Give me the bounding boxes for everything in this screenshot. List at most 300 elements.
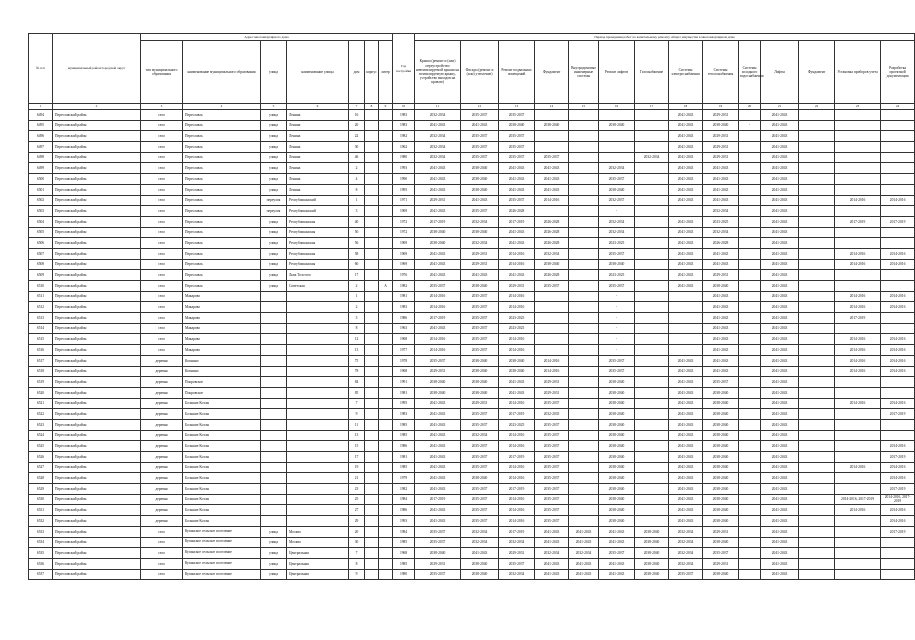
table-cell: 2014-2016 bbox=[881, 366, 915, 377]
table-cell bbox=[365, 366, 379, 377]
table-cell: 2014-2016 bbox=[835, 398, 881, 409]
table-cell: - bbox=[599, 345, 635, 356]
table-cell: село bbox=[141, 259, 183, 270]
table-cell bbox=[379, 548, 393, 559]
table-cell bbox=[365, 227, 379, 238]
table-cell: Переславский район bbox=[53, 227, 141, 238]
table-cell: 25 bbox=[349, 494, 365, 505]
table-cell: 2041-2043 bbox=[669, 174, 703, 185]
table-cell: 2038-2040 bbox=[635, 569, 669, 580]
table-cell: 2038-2040 bbox=[599, 441, 635, 452]
table-cell bbox=[635, 259, 669, 270]
table-cell: 13 bbox=[349, 345, 365, 356]
table-cell: 21 bbox=[349, 473, 365, 484]
table-cell: деревня bbox=[141, 366, 183, 377]
table-cell bbox=[635, 120, 669, 131]
table-cell: - bbox=[599, 313, 635, 324]
table-cell bbox=[379, 163, 393, 174]
table-cell: 1983 bbox=[393, 409, 415, 420]
table-cell bbox=[799, 452, 835, 463]
table-cell bbox=[635, 377, 669, 388]
table-cell bbox=[635, 441, 669, 452]
table-cell: 2041-2043 bbox=[669, 409, 703, 420]
table-cell: 2041-2043 bbox=[415, 259, 461, 270]
table-cell bbox=[379, 302, 393, 313]
table-cell: 2038-2040 bbox=[461, 377, 499, 388]
table-cell bbox=[799, 366, 835, 377]
table-cell: 2014-2016 bbox=[415, 291, 461, 302]
column-number: 18 bbox=[669, 104, 703, 110]
table-cell: 56 bbox=[349, 238, 365, 249]
table-cell: 2041-2043 bbox=[599, 537, 635, 548]
table-cell bbox=[365, 291, 379, 302]
table-cell bbox=[379, 131, 393, 142]
table-cell: 2041-2043 bbox=[535, 569, 569, 580]
table-cell: 6502 bbox=[29, 195, 53, 206]
table-cell bbox=[569, 291, 599, 302]
table-cell: 2035-2037 bbox=[461, 452, 499, 463]
col-basement-header: Ремонт подвальных помещений bbox=[499, 41, 535, 104]
table-cell bbox=[365, 195, 379, 206]
table-cell: 1980 bbox=[393, 569, 415, 580]
table-cell: 1985 bbox=[393, 430, 415, 441]
table-cell: Переславский район bbox=[53, 323, 141, 334]
table-cell bbox=[379, 516, 393, 527]
table-cell bbox=[569, 131, 599, 142]
table-cell: улица bbox=[261, 248, 287, 259]
table-row bbox=[29, 313, 915, 324]
table-cell: Купанское сельское поселение bbox=[183, 526, 261, 537]
table-cell: село bbox=[141, 270, 183, 281]
table-cell bbox=[569, 248, 599, 259]
table-row bbox=[29, 537, 915, 548]
table-cell bbox=[569, 142, 599, 153]
table-cell: улица bbox=[261, 227, 287, 238]
table-cell: Переславский район bbox=[53, 302, 141, 313]
table-cell bbox=[881, 238, 915, 249]
table-cell bbox=[835, 206, 881, 217]
table-cell: 46 bbox=[349, 152, 365, 163]
table-cell: 2014-2016 bbox=[835, 355, 881, 366]
table-cell: село bbox=[141, 195, 183, 206]
table-cell: Переславский район bbox=[53, 313, 141, 324]
table-cell bbox=[739, 494, 761, 505]
table-cell bbox=[835, 184, 881, 195]
table-cell: 1968 bbox=[393, 366, 415, 377]
table-cell bbox=[881, 548, 915, 559]
table-cell: 2041-2043 bbox=[703, 195, 739, 206]
table-cell bbox=[535, 110, 569, 121]
table-cell: 50 bbox=[349, 227, 365, 238]
table-cell bbox=[379, 569, 393, 580]
table-cell: село bbox=[141, 313, 183, 324]
table-cell bbox=[287, 409, 349, 420]
table-row bbox=[29, 441, 915, 452]
table-cell bbox=[799, 206, 835, 217]
table-cell: Переславский район bbox=[53, 281, 141, 292]
table-cell: 2038-2040 bbox=[703, 409, 739, 420]
table-cell: 2038-2040 bbox=[599, 259, 635, 270]
table-cell: 1985 bbox=[393, 558, 415, 569]
table-cell bbox=[669, 334, 703, 345]
table-cell: 6522 bbox=[29, 409, 53, 420]
table-cell: 2038-2040 bbox=[599, 377, 635, 388]
table-cell: 1986 bbox=[393, 313, 415, 324]
table-cell: Переславский район bbox=[53, 462, 141, 473]
table-cell bbox=[881, 227, 915, 238]
table-cell: 2014-2016 bbox=[881, 195, 915, 206]
table-cell bbox=[881, 281, 915, 292]
table-cell bbox=[739, 131, 761, 142]
table-cell: 2038-2040 bbox=[599, 484, 635, 495]
table-cell: 2041-2043 bbox=[499, 163, 535, 174]
table-cell bbox=[799, 334, 835, 345]
table-cell bbox=[569, 505, 599, 516]
table-cell: 6509 bbox=[29, 270, 53, 281]
table-cell: 2026-2028 bbox=[703, 238, 739, 249]
table-cell: село bbox=[141, 238, 183, 249]
table-cell bbox=[365, 484, 379, 495]
col-foundation-header: Фундамент bbox=[535, 41, 569, 104]
table-cell bbox=[739, 216, 761, 227]
table-cell: 2041-2043 bbox=[415, 163, 461, 174]
table-cell: Большие Козлы bbox=[183, 462, 261, 473]
table-cell bbox=[799, 494, 835, 505]
table-cell: Республиканская bbox=[287, 227, 349, 238]
col-design-header: Разработка проектной документации bbox=[881, 41, 915, 104]
table-cell: Переславский район bbox=[53, 494, 141, 505]
table-cell: Переславль bbox=[183, 270, 261, 281]
table-cell: Копнино bbox=[183, 366, 261, 377]
table-cell: 2041-2043 bbox=[669, 452, 703, 463]
table-cell bbox=[261, 494, 287, 505]
table-cell bbox=[799, 227, 835, 238]
table-cell: 2041-2043 bbox=[669, 227, 703, 238]
table-cell bbox=[365, 163, 379, 174]
table-cell bbox=[799, 270, 835, 281]
table-cell: 2035-2037 bbox=[499, 110, 535, 121]
table-cell: 2041-2043 bbox=[415, 462, 461, 473]
table-cell: Переславль bbox=[183, 206, 261, 217]
table-cell: 2032-2034 bbox=[703, 206, 739, 217]
table-cell bbox=[379, 558, 393, 569]
table-cell: 2035-2037 bbox=[599, 355, 635, 366]
table-cell: 2041-2043 bbox=[499, 387, 535, 398]
table-cell: 23 bbox=[349, 484, 365, 495]
table-cell: 2032-2034 bbox=[635, 152, 669, 163]
table-cell: 2035-2037 bbox=[599, 366, 635, 377]
table-row bbox=[29, 323, 915, 334]
table-cell bbox=[799, 163, 835, 174]
table-cell: 2035-2037 bbox=[535, 494, 569, 505]
table-cell: 1983 bbox=[393, 120, 415, 131]
table-cell bbox=[287, 355, 349, 366]
table-cell bbox=[535, 334, 569, 345]
table-cell: 2029-2031 bbox=[499, 281, 535, 292]
table-cell: 2026-2028 bbox=[535, 238, 569, 249]
table-cell bbox=[835, 537, 881, 548]
table-cell bbox=[635, 110, 669, 121]
column-number: 19 bbox=[703, 104, 739, 110]
table-cell: 2041-2043 bbox=[761, 569, 799, 580]
table-cell: 2038-2040 bbox=[461, 355, 499, 366]
table-row bbox=[29, 494, 915, 505]
table-cell bbox=[835, 238, 881, 249]
table-cell: 2041-2043 bbox=[761, 462, 799, 473]
table-cell: деревня bbox=[141, 441, 183, 452]
table-cell: 15 bbox=[349, 441, 365, 452]
table-cell: 2 bbox=[349, 281, 365, 292]
table-cell: 2041-2043 bbox=[669, 387, 703, 398]
table-cell: 1984 bbox=[393, 494, 415, 505]
table-cell bbox=[835, 323, 881, 334]
table-cell: 2014-2016 bbox=[835, 259, 881, 270]
table-cell bbox=[535, 131, 569, 142]
table-cell bbox=[635, 473, 669, 484]
table-cell bbox=[799, 537, 835, 548]
table-cell bbox=[835, 419, 881, 430]
table-cell bbox=[365, 345, 379, 356]
table-cell bbox=[799, 473, 835, 484]
table-cell: 2023-2025 bbox=[499, 419, 535, 430]
table-cell: 2032-2034 bbox=[461, 430, 499, 441]
table-cell: 2014-2016 bbox=[499, 398, 535, 409]
table-cell bbox=[799, 238, 835, 249]
table-cell bbox=[739, 248, 761, 259]
table-cell bbox=[881, 142, 915, 153]
table-cell: 6506 bbox=[29, 238, 53, 249]
table-cell bbox=[365, 430, 379, 441]
table-cell: 2041-2043 bbox=[703, 323, 739, 334]
table-cell bbox=[569, 430, 599, 441]
table-cell: 2041-2043 bbox=[535, 537, 569, 548]
table-cell: улица bbox=[261, 526, 287, 537]
table-cell bbox=[365, 302, 379, 313]
table-cell: 2038-2040 bbox=[703, 494, 739, 505]
table-cell bbox=[799, 441, 835, 452]
table-cell: Переславль bbox=[183, 227, 261, 238]
table-cell: 2041-2043 bbox=[761, 558, 799, 569]
table-cell: 2038-2040 bbox=[635, 558, 669, 569]
table-cell bbox=[379, 259, 393, 270]
table-cell: 2041-2043 bbox=[761, 174, 799, 185]
table-cell bbox=[261, 302, 287, 313]
table-cell: 6532 bbox=[29, 516, 53, 527]
col-building-header: корпус bbox=[365, 41, 379, 104]
table-cell: село bbox=[141, 120, 183, 131]
table-cell: 2038-2040 bbox=[703, 537, 739, 548]
table-cell: 1971 bbox=[393, 195, 415, 206]
table-cell bbox=[287, 398, 349, 409]
table-cell: Переславль bbox=[183, 248, 261, 259]
table-cell: 2041-2043 bbox=[669, 484, 703, 495]
table-cell: Переславский район bbox=[53, 345, 141, 356]
table-cell: 2038-2040 bbox=[461, 366, 499, 377]
table-cell: 2041-2043 bbox=[669, 366, 703, 377]
table-cell: Ленина bbox=[287, 174, 349, 185]
table-cell bbox=[739, 345, 761, 356]
table-cell: 2014-2016 bbox=[499, 334, 535, 345]
table-cell: 2014-2016 bbox=[835, 366, 881, 377]
header-row bbox=[29, 41, 915, 104]
table-cell bbox=[569, 452, 599, 463]
table-cell: улица bbox=[261, 259, 287, 270]
table-cell: 2041-2043 bbox=[669, 462, 703, 473]
table-cell: деревня bbox=[141, 516, 183, 527]
table-cell: 1993 bbox=[393, 163, 415, 174]
table-cell: 2038-2040 bbox=[599, 184, 635, 195]
table-cell: 2038-2040 bbox=[599, 516, 635, 527]
col-year-header: Год постройки bbox=[393, 34, 415, 104]
table-cell: 1983 bbox=[393, 302, 415, 313]
table-cell bbox=[635, 494, 669, 505]
table-cell: 2029-2031 bbox=[703, 131, 739, 142]
table-cell: 6524 bbox=[29, 430, 53, 441]
table-cell: 2017-2019 bbox=[881, 409, 915, 420]
table-cell: 2035-2037 bbox=[535, 473, 569, 484]
table-cell bbox=[881, 387, 915, 398]
table-cell bbox=[739, 302, 761, 313]
table-cell: 1968 bbox=[393, 334, 415, 345]
table-cell: 2041-2043 bbox=[761, 216, 799, 227]
table-cell: 2041-2043 bbox=[761, 131, 799, 142]
table-cell: 1981 bbox=[393, 452, 415, 463]
table-cell bbox=[365, 441, 379, 452]
table-row bbox=[29, 120, 915, 131]
table-cell: 6528 bbox=[29, 473, 53, 484]
table-cell: 2035-2037 bbox=[535, 505, 569, 516]
table-cell: 2038-2040 bbox=[461, 473, 499, 484]
column-number: 8 bbox=[365, 104, 379, 110]
table-cell bbox=[799, 409, 835, 420]
table-cell: 2041-2043 bbox=[761, 537, 799, 548]
table-cell: Переславский район bbox=[53, 366, 141, 377]
table-cell: Республиканская bbox=[287, 238, 349, 249]
table-cell bbox=[535, 142, 569, 153]
table-cell bbox=[569, 152, 599, 163]
table-cell: 6536 bbox=[29, 558, 53, 569]
table-cell bbox=[835, 452, 881, 463]
table-cell: 29 bbox=[349, 516, 365, 527]
table-cell: 2041-2043 bbox=[669, 238, 703, 249]
table-cell: 2041-2043 bbox=[703, 291, 739, 302]
table-row bbox=[29, 152, 915, 163]
table-cell: 7 bbox=[349, 548, 365, 559]
table-cell bbox=[835, 270, 881, 281]
table-cell: 2014-2016 bbox=[415, 302, 461, 313]
table-cell: Переславский район bbox=[53, 152, 141, 163]
col-street-type-header: улица bbox=[261, 41, 287, 104]
table-cell: деревня bbox=[141, 387, 183, 398]
table-cell bbox=[635, 419, 669, 430]
table-cell: 2038-2040 bbox=[461, 281, 499, 292]
table-cell bbox=[799, 526, 835, 537]
table-cell bbox=[379, 398, 393, 409]
table-cell bbox=[379, 142, 393, 153]
table-cell: Переславский район bbox=[53, 409, 141, 420]
table-cell: 2041-2043 bbox=[669, 184, 703, 195]
table-cell: 2038-2040 bbox=[599, 462, 635, 473]
table-cell: 2038-2040 bbox=[599, 494, 635, 505]
table-cell bbox=[261, 505, 287, 516]
table-cell bbox=[799, 131, 835, 142]
table-cell: 2038-2040 bbox=[415, 377, 461, 388]
table-cell: 2038-2040 bbox=[703, 452, 739, 463]
table-cell: 2041-2043 bbox=[669, 377, 703, 388]
table-cell: 2041-2043 bbox=[669, 398, 703, 409]
header-group-row bbox=[29, 34, 915, 41]
table-cell: 2035-2037 bbox=[415, 526, 461, 537]
table-cell: деревня bbox=[141, 409, 183, 420]
table-cell bbox=[379, 366, 393, 377]
table-cell: Переславль bbox=[183, 174, 261, 185]
table-cell bbox=[635, 206, 669, 217]
table-cell: Покровское bbox=[183, 387, 261, 398]
table-cell: 2041-2043 bbox=[415, 419, 461, 430]
table-cell: 17 bbox=[349, 452, 365, 463]
table-cell bbox=[569, 206, 599, 217]
table-cell: - bbox=[599, 323, 635, 334]
table-cell: 2041-2043 bbox=[415, 484, 461, 495]
table-cell: 2041-2043 bbox=[761, 484, 799, 495]
table-cell: 40 bbox=[349, 216, 365, 227]
table-cell: 2041-2043 bbox=[415, 120, 461, 131]
table-cell: Переславль bbox=[183, 259, 261, 270]
table-cell bbox=[261, 441, 287, 452]
table-cell bbox=[835, 441, 881, 452]
table-cell bbox=[569, 387, 599, 398]
table-cell: 2041-2043 bbox=[703, 366, 739, 377]
table-cell: Большие Козлы bbox=[183, 494, 261, 505]
table-cell bbox=[365, 184, 379, 195]
table-cell: 2041-2043 bbox=[761, 206, 799, 217]
table-cell bbox=[569, 366, 599, 377]
table-cell bbox=[287, 462, 349, 473]
table-cell bbox=[365, 281, 379, 292]
table-row bbox=[29, 291, 915, 302]
table-cell bbox=[799, 281, 835, 292]
table-cell: село bbox=[141, 526, 183, 537]
table-cell: 1977 bbox=[393, 345, 415, 356]
table-cell: 2041-2043 bbox=[761, 270, 799, 281]
table-cell: 2032-2034 bbox=[535, 248, 569, 259]
table-cell: 3 bbox=[349, 313, 365, 324]
table-cell bbox=[669, 313, 703, 324]
table-cell: 2032-2034 bbox=[703, 227, 739, 238]
table-cell: деревня bbox=[141, 462, 183, 473]
table-cell: 1981 bbox=[393, 387, 415, 398]
table-cell: 1982 bbox=[393, 484, 415, 495]
table-cell: 2014-2016 bbox=[881, 355, 915, 366]
table-cell: 2017-2019 bbox=[835, 216, 881, 227]
table-cell: Переславский район bbox=[53, 526, 141, 537]
table-row bbox=[29, 238, 915, 249]
table-cell: Центральная bbox=[287, 548, 349, 559]
table-cell bbox=[835, 558, 881, 569]
table-cell: 2041-2043 bbox=[669, 131, 703, 142]
table-cell: 2029-2031 bbox=[535, 387, 569, 398]
table-cell: 2 bbox=[349, 163, 365, 174]
table-cell bbox=[739, 441, 761, 452]
table-cell: 2038-2040 bbox=[415, 238, 461, 249]
table-cell bbox=[287, 323, 349, 334]
table-row bbox=[29, 473, 915, 484]
table-cell: село bbox=[141, 569, 183, 580]
table-cell: 2023-2025 bbox=[499, 313, 535, 324]
table-cell: село bbox=[141, 227, 183, 238]
table-cell: 1985 bbox=[393, 419, 415, 430]
table-cell: Переславский район bbox=[53, 473, 141, 484]
